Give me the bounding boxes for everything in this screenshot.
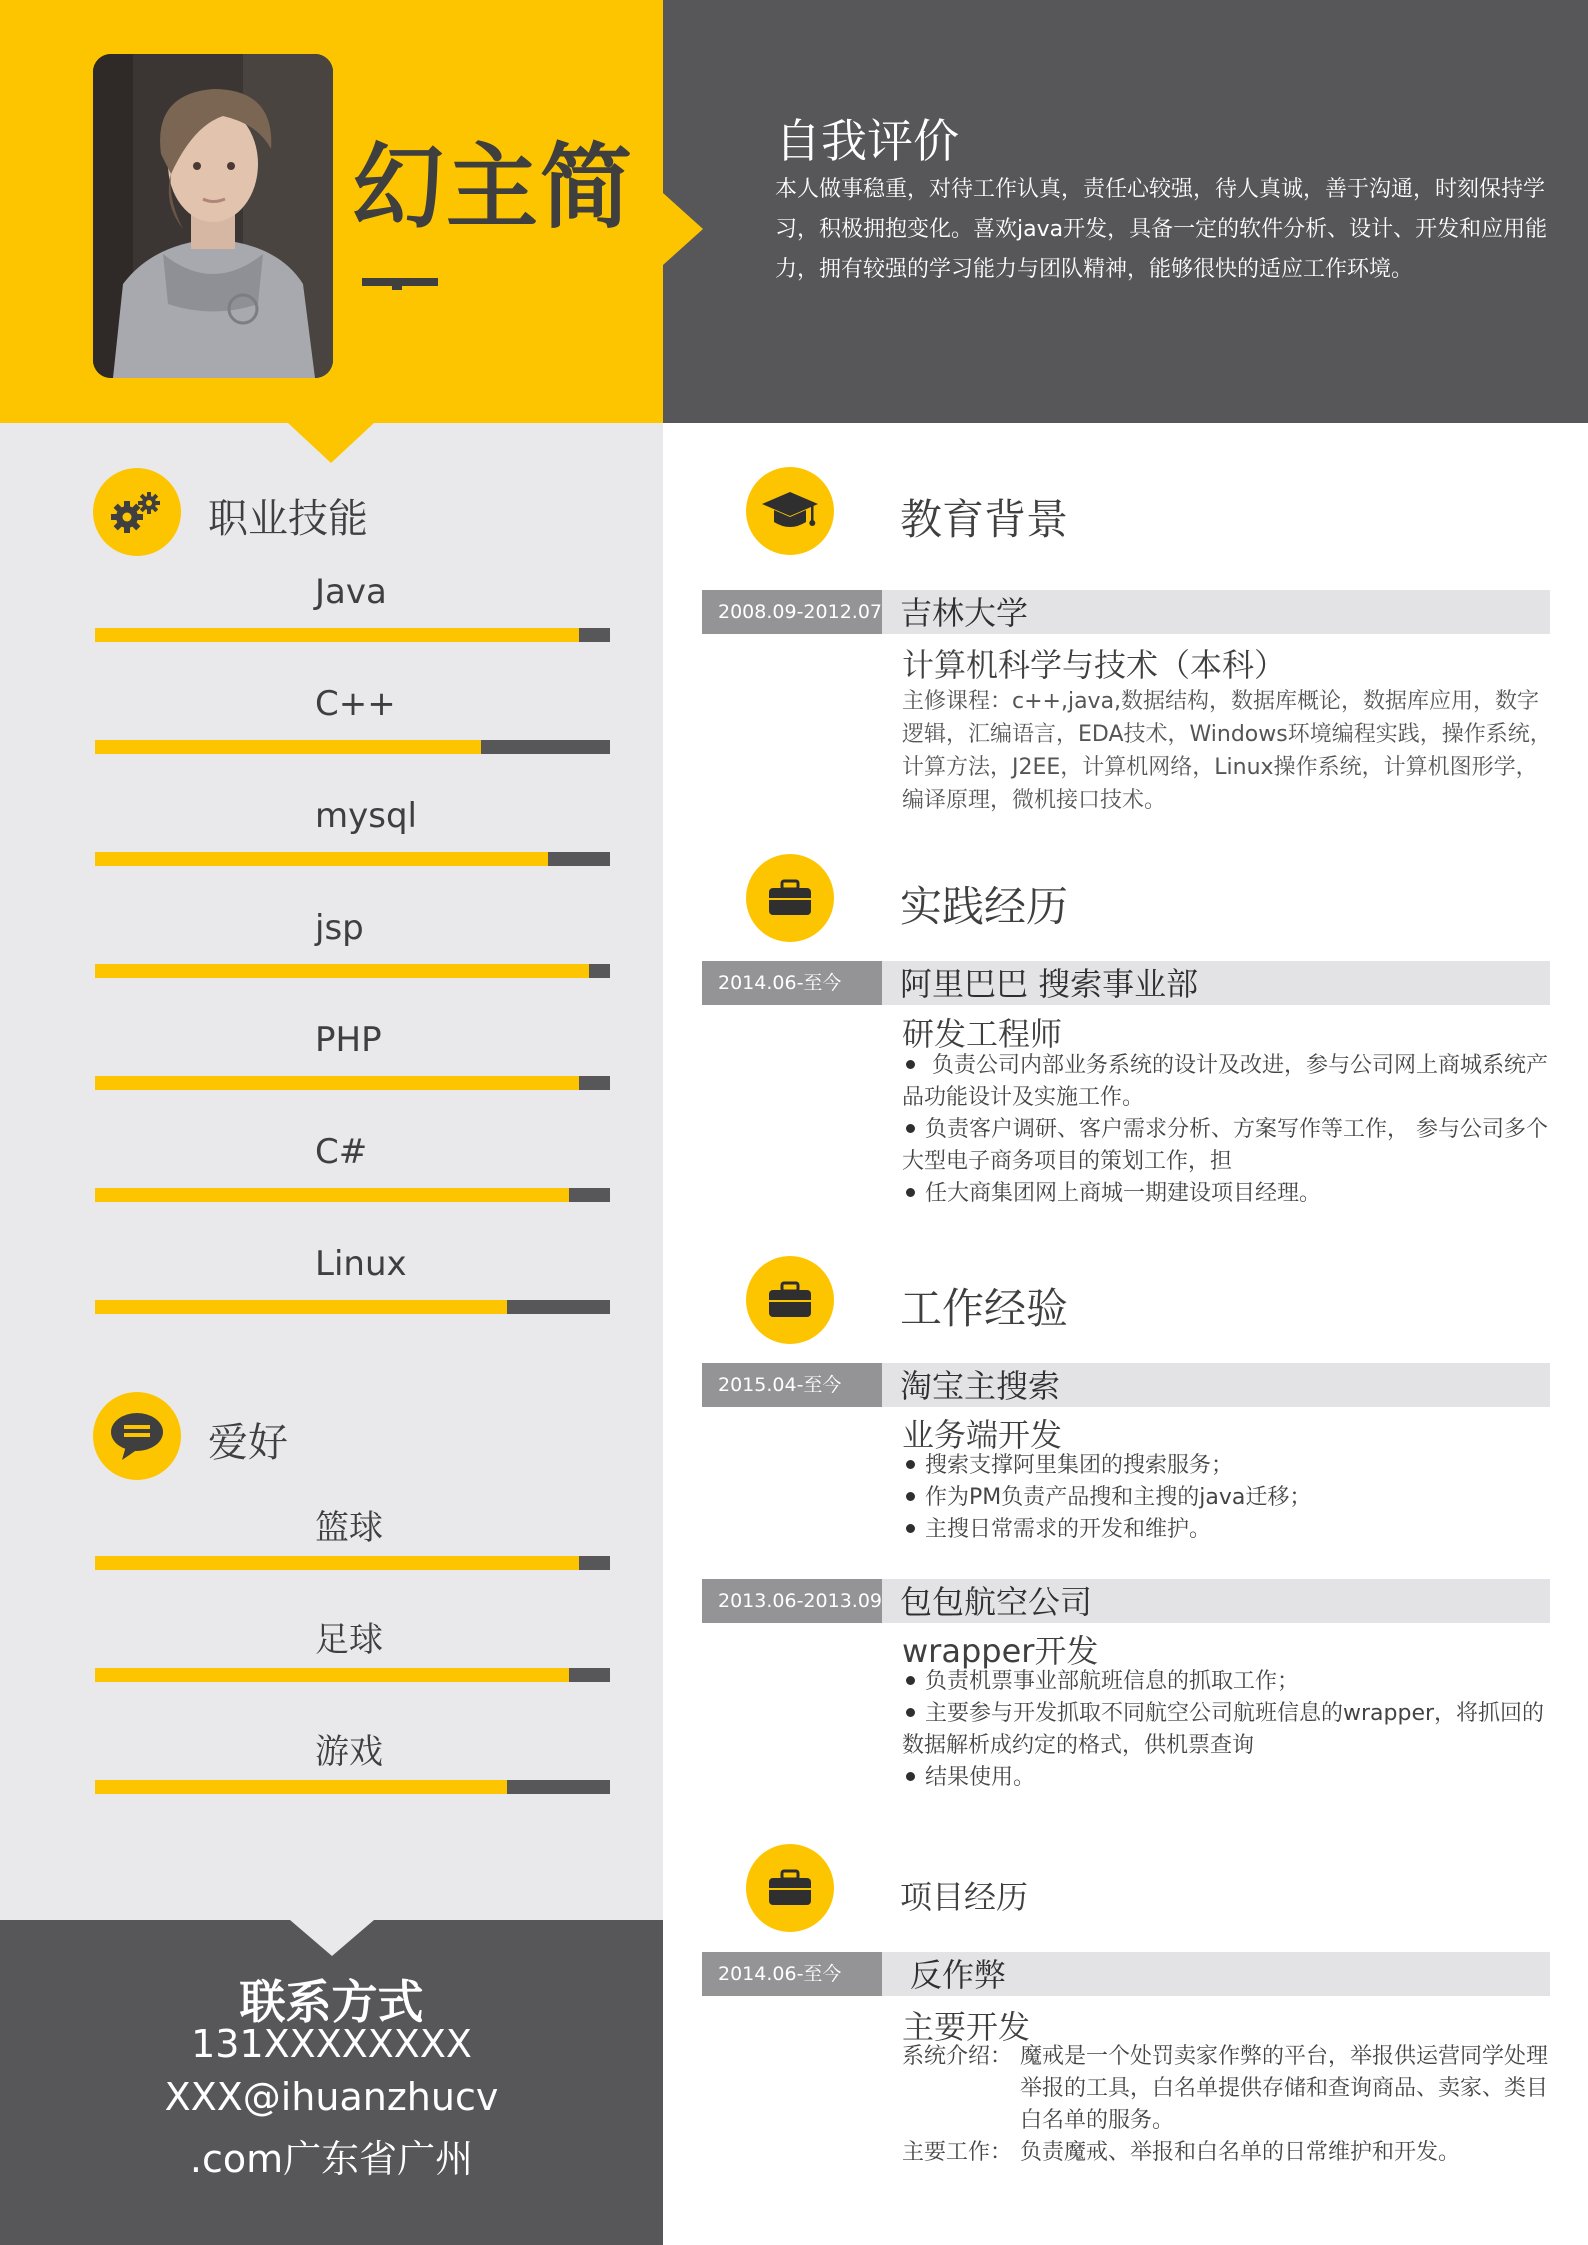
work-entry-header [702,1363,1550,1407]
project-intro-text: 魔戒是一个处罚卖家作弊的平台，举报供运营同学处理举报的工具，白名单提供存储和查询商品、卖家、类目白名单的服务。 [1020,2044,1549,2133]
practice-entry-header [702,961,1550,1005]
education-entry-header [702,590,1550,634]
work-bullets [902,1450,1552,1546]
contact-phone: 131XXXXXXXX [191,2022,472,2066]
name-second-line-fragment [362,268,438,290]
project-details [902,2041,1562,2169]
education-major: 计算机科学与技术（本科） [902,646,1287,684]
bullet-dot-icon [906,1060,915,1069]
projects-title: 项目经历 [900,1878,1029,1916]
project-name: 反作弊 [910,1956,1007,1994]
list-item: 结果使用。 [902,1762,1552,1794]
project-role: 主要开发 [902,2008,1031,2046]
list-item: 作为PM负责产品搜和主搜的java迁移； [902,1482,1552,1514]
list-item: 负责公司内部业务系统的设计及改进，参与公司网上商城系统产品功能设计及实施工作。 [902,1053,1548,1110]
portrait-photo [93,54,333,378]
hobby-bar-fill [95,1556,579,1570]
practice-title: 实践经历 [900,882,1069,931]
education-date: 2008.09-2012.07 [702,590,882,634]
hobby-bar [95,1556,610,1570]
project-entry-header [702,1952,1550,1996]
hobbies-title: 爱好 [208,1420,288,1466]
gears-icon [93,468,181,556]
skill-label: Java [315,572,387,612]
project-intro-row [902,2041,1562,2137]
work-role: wrapper开发 [902,1632,1099,1670]
hobby-label: 篮球 [315,1508,383,1548]
bullet-dot-icon [906,1676,915,1685]
hobby-label: 游戏 [315,1732,383,1772]
work-entry-header [702,1579,1550,1623]
work-title: 工作经验 [900,1284,1069,1333]
project-date: 2014.06-至今 [702,1952,882,1996]
portrait-photo-icon [93,54,333,378]
education-courses: 主修课程：c++,java,数据结构，数据库概论，数据库应用，数字逻辑，汇编语言，EDA技术，Windows环境编程实践，操作系统，计算方法，J2EE，计算机网络，Linux操作系统，计算机图形学，编译原理，微机接口技术。 [902,689,1552,813]
work-date: 2013.06-2013.09 [702,1579,882,1623]
self-evaluation-title: 自我评价 [775,114,959,168]
skill-bar-fill [95,1188,569,1202]
person-name: 幻主简 [352,134,635,241]
skill-bar-fill [95,740,481,754]
work-date: 2015.04-至今 [702,1363,882,1407]
contact-title: 联系方式 [239,1975,424,2029]
hobby-label: 足球 [315,1620,383,1660]
education-title: 教育背景 [900,495,1069,544]
contact-email: XXX@ihuanzhucv [164,2075,499,2119]
skill-bar [95,1188,610,1202]
skill-bar-fill [95,1076,579,1090]
bullet-dot-icon [906,1492,915,1501]
skill-label: jsp [315,908,364,948]
project-work-text: 负责魔戒、举报和白名单的日常维护和开发。 [1020,2140,1461,2165]
skill-label: PHP [315,1020,382,1060]
skill-bar-fill [95,628,579,642]
briefcase-icon [746,1844,834,1932]
skill-bar [95,740,610,754]
work-role: 业务端开发 [902,1416,1063,1454]
skill-label: Linux [315,1244,407,1284]
list-item: 搜索支撑阿里集团的搜索服务； [902,1450,1552,1482]
list-item: 主要参与开发抓取不同航空公司航班信息的wrapper，将抓回的数据解析成约定的格式，供机票查询 [902,1701,1545,1758]
contact-notch [290,1920,374,1956]
speech-bubble-icon [93,1392,181,1480]
self-evaluation-text: 本人做事稳重，对待工作认真，责任心较强，待人真诚，善于沟通，时刻保持学习，积极拥抱变化。喜欢java开发，具备一定的软件分析、设计、开发和应用能力，拥有较强的学习能力与团队精神，能够很快的适应工作环境。 [775,177,1548,282]
skill-label: C++ [315,684,396,724]
skill-bar [95,1076,610,1090]
project-intro-label: 系统介绍： [902,2044,1013,2069]
education-school: 吉林大学 [900,594,1029,632]
skill-bar-fill [95,964,589,978]
skill-bar [95,852,610,866]
skill-bar [95,1300,610,1314]
briefcase-icon [746,1256,834,1344]
bullet-dot-icon [906,1524,915,1533]
work-org: 包包航空公司 [900,1583,1093,1621]
list-item: 主搜日常需求的开发和维护。 [902,1514,1552,1546]
skill-bar-fill [95,852,548,866]
project-work-label: 主要工作： [902,2140,1013,2165]
briefcase-icon [746,854,834,942]
bullet-dot-icon [906,1708,915,1717]
hobby-bar-fill [95,1780,507,1794]
list-item: 负责机票事业部航班信息的抓取工作； [902,1666,1552,1698]
list-item: 负责客户调研、客户需求分析、方案写作等工作， 参与公司多个大型电子商务项目的策划工作，担 [902,1117,1548,1174]
project-work-row [902,2137,1562,2169]
bullet-dot-icon [906,1124,915,1133]
skill-label: C# [315,1132,368,1172]
list-item: 任大商集团网上商城一期建设项目经理。 [902,1178,1552,1210]
skill-bar [95,964,610,978]
skill-bar [95,628,610,642]
hobby-bar [95,1780,610,1794]
practice-org: 阿里巴巴 搜索事业部 [900,965,1199,1003]
bullet-dot-icon [906,1772,915,1781]
hobby-bar [95,1668,610,1682]
work-bullets [902,1666,1552,1794]
practice-date: 2014.06-至今 [702,961,882,1005]
sidebar-notch [288,423,374,463]
skill-label: mysql [315,796,417,836]
hobby-bar-fill [95,1668,569,1682]
graduation-cap-icon [746,467,834,555]
practice-bullets [902,1050,1552,1210]
practice-role: 研发工程师 [902,1015,1063,1053]
contact-address: .com广东省广州 [189,2137,474,2181]
skills-title: 职业技能 [208,496,368,542]
work-org: 淘宝主搜索 [900,1367,1061,1405]
bullet-dot-icon [906,1460,915,1469]
skill-bar-fill [95,1300,507,1314]
bullet-dot-icon [906,1188,915,1197]
header-arrow-pointer [663,193,703,265]
